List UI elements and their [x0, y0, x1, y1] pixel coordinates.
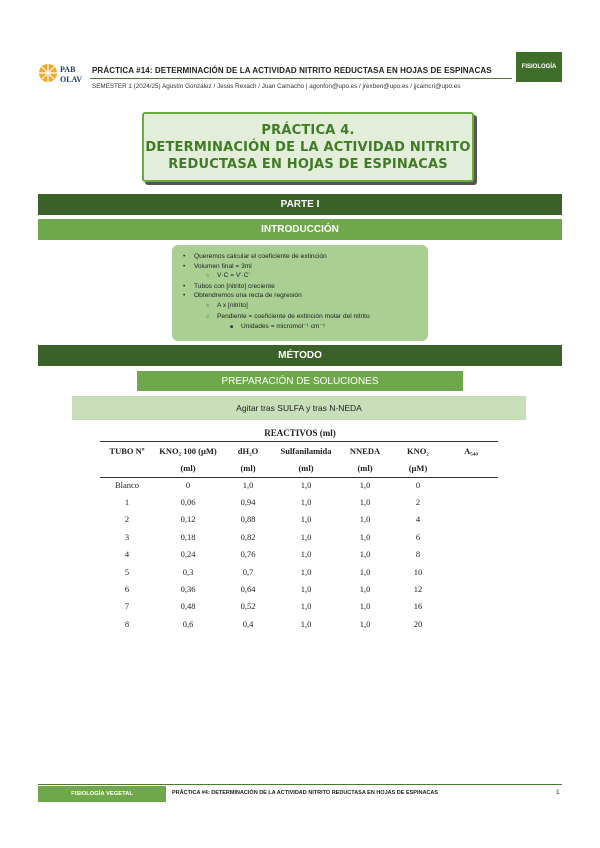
cell-nneda: 1,0: [359, 601, 371, 612]
cell-water: 1,0: [242, 479, 254, 490]
cell-kno2-conc: 0: [415, 479, 421, 490]
university-logo: [38, 60, 90, 90]
subject-badge: FISIOLOGÍA: [516, 52, 562, 82]
table-title: REACTIVOS (ml): [264, 428, 336, 438]
logo-text-top: PAB: [60, 65, 76, 74]
cell-a540: [444, 615, 498, 632]
cell-kno2-stock: 0,3: [182, 566, 194, 577]
cell-water: 0,82: [240, 531, 256, 542]
cell-sulfanilamida: 1,0: [300, 479, 312, 490]
intro-item: • Queremos calcular el coeficiente de extinción: [194, 252, 370, 262]
footer-subject: FISIOLOGÍA VEGETAL: [38, 786, 166, 802]
table-row: [100, 528, 498, 545]
th-kno2-conc: KNO₂: [407, 445, 429, 456]
logo-text-bottom: OLAV: [60, 75, 83, 84]
intro-box: [172, 245, 428, 341]
th-kno2-conc-unit: (µM): [408, 462, 428, 473]
cell-water: 0,7: [242, 566, 254, 577]
cell-nneda: 1,0: [359, 514, 371, 525]
th-kno2-stock-unit: (ml): [180, 462, 196, 473]
table-row: [100, 615, 498, 632]
section-introduccion: INTRODUCCIÓN: [38, 219, 562, 240]
cell-a540: [444, 546, 498, 563]
cell-kno2-stock: 0: [185, 479, 191, 490]
cell-kno2-stock: 0,12: [180, 514, 196, 525]
cell-tubo: 2: [124, 514, 130, 525]
cell-tubo: 6: [124, 584, 130, 595]
cell-nneda: 1,0: [359, 549, 371, 560]
cell-kno2-conc: 6: [415, 531, 421, 542]
note-agitar: Agitar tras SULFA y tras N-NEDA: [72, 396, 526, 420]
intro-item: • Volumen final = 3ml: [194, 262, 370, 272]
th-a540-unit: [444, 459, 498, 476]
th-kno2-stock: KNO₂ 100 (µM): [159, 445, 217, 456]
cell-kno2-stock: 0,48: [180, 601, 196, 612]
intro-item: • Obtendremos una recta de regresión: [194, 291, 370, 301]
cell-kno2-conc: 2: [415, 497, 421, 508]
intro-subitem: ○ V·C = V'·C': [194, 271, 370, 282]
cell-sulfanilamida: 1,0: [300, 514, 312, 525]
cell-sulfanilamida: 1,0: [300, 601, 312, 612]
cell-kno2-stock: 0,18: [180, 531, 196, 542]
cell-a540: [444, 511, 498, 528]
intro-subitem: ○ A x [nitrito]: [194, 301, 370, 312]
title-line-3: REDUCTASA EN HOJAS DE ESPINACAS: [168, 156, 448, 172]
cell-tubo: 3: [124, 531, 130, 542]
cell-sulfanilamida: 1,0: [300, 618, 312, 629]
cell-a540: [444, 476, 498, 493]
section-metodo: MÉTODO: [38, 345, 562, 366]
page-number: 1: [556, 789, 560, 796]
cell-kno2-stock: 0,06: [180, 497, 196, 508]
cell-water: 0,4: [242, 618, 254, 629]
th-water: dH₂O: [237, 445, 259, 456]
intro-subsubitem: ■ Unidades = micromol⁻¹ cm⁻¹: [194, 322, 370, 333]
cell-kno2-conc: 8: [415, 549, 421, 560]
table-row: [100, 546, 498, 563]
table-row: [100, 493, 498, 510]
table-header-row: [100, 442, 498, 459]
cell-sulfanilamida: 1,0: [300, 584, 312, 595]
th-water-unit: (ml): [240, 462, 256, 473]
table-row: [100, 598, 498, 615]
th-tubo: TUBO Nº: [109, 445, 145, 456]
footer-title: PRÁCTICA #4: DETERMINACIÓN DE LA ACTIVIDAD NITRITO REDUCTASA EN HOJAS DE ESPINACAS: [172, 790, 439, 796]
cell-nneda: 1,0: [359, 566, 371, 577]
cell-a540: [444, 493, 498, 510]
cell-kno2-stock: 0,24: [180, 549, 196, 560]
cell-kno2-conc: 10: [413, 566, 423, 577]
th-tubo-unit: [100, 459, 154, 476]
cell-tubo: 1: [124, 497, 130, 508]
cell-sulfanilamida: 1,0: [300, 497, 312, 508]
table-header-units-row: [100, 459, 498, 476]
th-sulfanilamida: Sulfanilamida: [280, 445, 332, 456]
cell-a540: [444, 598, 498, 615]
th-nneda-unit: (ml): [357, 462, 373, 473]
cell-nneda: 1,0: [359, 584, 371, 595]
cell-nneda: 1,0: [359, 618, 371, 629]
title-line-1: PRÁCTICA 4.: [261, 122, 355, 138]
cell-kno2-stock: 0,6: [182, 618, 194, 629]
table-row: [100, 580, 498, 597]
th-nneda: NNEDA: [349, 445, 381, 456]
cell-water: 0,94: [240, 497, 256, 508]
cell-water: 0,88: [240, 514, 256, 525]
cell-nneda: 1,0: [359, 497, 371, 508]
table-row: [100, 563, 498, 580]
cell-water: 0,64: [240, 584, 256, 595]
cell-sulfanilamida: 1,0: [300, 566, 312, 577]
cell-tubo: 8: [124, 618, 130, 629]
cell-kno2-stock: 0,36: [180, 584, 196, 595]
header-divider: [90, 78, 512, 79]
cell-water: 0,52: [240, 601, 256, 612]
cell-tubo: 4: [124, 549, 130, 560]
reagents-table: [100, 442, 498, 633]
section-parte-i: PARTE I: [38, 194, 562, 215]
cell-a540: [444, 563, 498, 580]
th-a540: A₅₄₀: [464, 445, 478, 456]
table-row: [100, 476, 498, 493]
header-subtitle: SEMESTER 1 (2024/25) Agustín González / Jesús Rexach / Juan Camacho | agonfon@upo.es / jrexben@upo.es / jjcamcri@upo.es: [92, 83, 461, 90]
table-row: [100, 511, 498, 528]
cell-kno2-conc: 12: [413, 584, 423, 595]
th-sulfanilamida-unit: (ml): [298, 462, 314, 473]
cell-sulfanilamida: 1,0: [300, 531, 312, 542]
cell-tubo: 5: [124, 566, 130, 577]
cell-kno2-conc: 16: [413, 601, 423, 612]
cell-nneda: 1,0: [359, 479, 371, 490]
intro-subitem: ○ Pendiente = coeficiente de extinción molar del nitrito: [194, 312, 370, 323]
header-title: PRÁCTICA #14: DETERMINACIÓN DE LA ACTIVIDAD NITRITO REDUCTASA EN HOJAS DE ESPINACAS: [92, 66, 492, 75]
intro-item: • Tubos con [nitrito] creciente: [194, 282, 370, 292]
cell-tubo: Blanco: [114, 479, 140, 490]
practice-title-box: [142, 112, 474, 182]
cell-tubo: 7: [124, 601, 130, 612]
cell-sulfanilamida: 1,0: [300, 549, 312, 560]
section-preparacion: PREPARACIÓN DE SOLUCIONES: [137, 371, 463, 391]
footer-divider: [38, 784, 562, 785]
cell-a540: [444, 528, 498, 545]
cell-water: 0,76: [240, 549, 256, 560]
cell-a540: [444, 580, 498, 597]
title-line-2: DETERMINACIÓN DE LA ACTIVIDAD NITRITO: [145, 139, 471, 155]
cell-kno2-conc: 4: [415, 514, 421, 525]
cell-kno2-conc: 20: [413, 618, 423, 629]
cell-nneda: 1,0: [359, 531, 371, 542]
intro-list: [194, 252, 370, 333]
